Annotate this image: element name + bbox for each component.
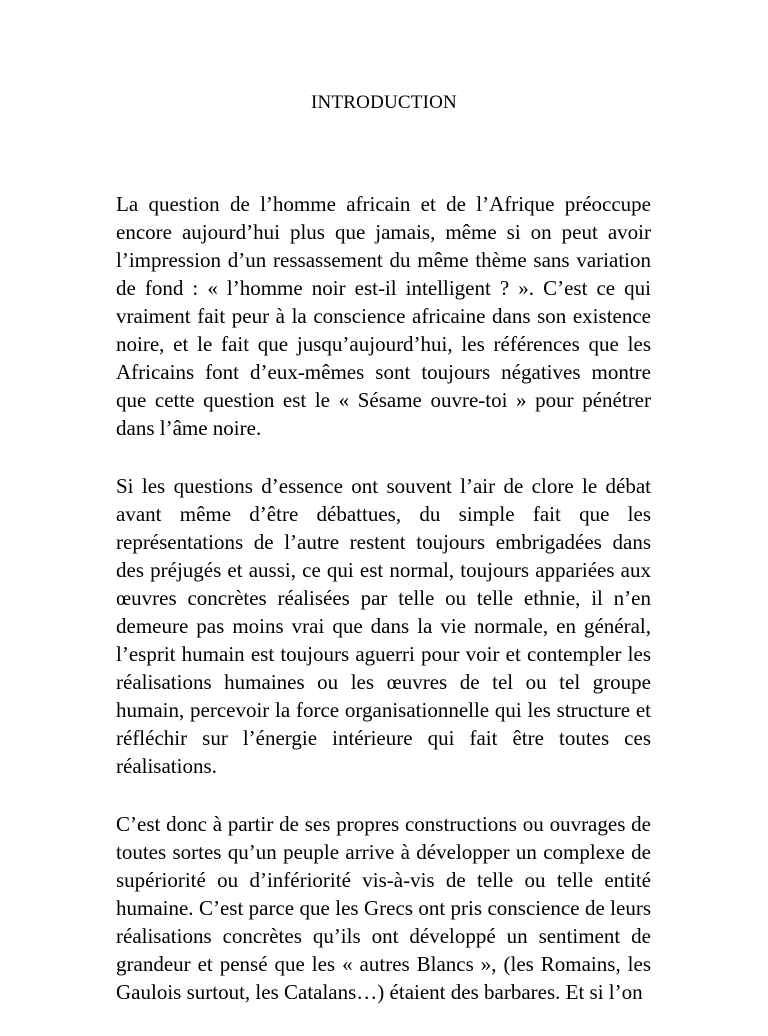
paragraph-2: Si les questions d’essence ont souvent l’air de clore le débat avant même d’être débattues, du simple fait que les représentations de l’autre restent toujours embrigadées dans des préjugés et aussi, ce qui est normal, toujours appariées aux œuvres concrètes réalisées par telle ou telle ethnie, il n’en demeure pas moins vrai que dans la vie normale, en général, l’esprit humain est toujours aguerri pour voir et contempler les réalisations humaines ou les œuvres de tel ou tel groupe humain, percevoir la force organisationnelle qui les structure et réfléchir sur l’énergie intérieure qui fait être toutes ces réalisations. xyxy=(116,474,651,778)
page-title: INTRODUCTION xyxy=(311,92,457,113)
body-text xyxy=(116,190,651,1036)
paragraph-1: La question de l’homme africain et de l’Afrique préoccupe encore aujourd’hui plus que jamais, même si on peut avoir l’impression d’un ressassement du même thème sans variation de fond : « l’homme noir est-il intelligent ? ». C’est ce qui vraiment fait peur à la conscience africaine dans son existence noire, et le fait que jusqu’aujourd’hui, les références que les Africains font d’eux-mêmes sont toujours négatives montre que cette question est le « Sésame ouvre-toi » pour pénétrer dans l’âme noire. xyxy=(116,192,651,440)
paragraph-3: C’est donc à partir de ses propres constructions ou ouvrages de toutes sortes qu’un peuple arrive à développer un complexe de supériorité ou d’infériorité vis-à-vis de telle ou telle entité humaine. C’est parce que les Grecs ont pris conscience de leurs réalisations concrètes qu’ils ont développé un sentiment de grandeur et pensé que les « autres Blancs », (les Romains, les Gaulois surtout, les Catalans…) étaient des barbares. Et si l’on xyxy=(116,812,651,1004)
